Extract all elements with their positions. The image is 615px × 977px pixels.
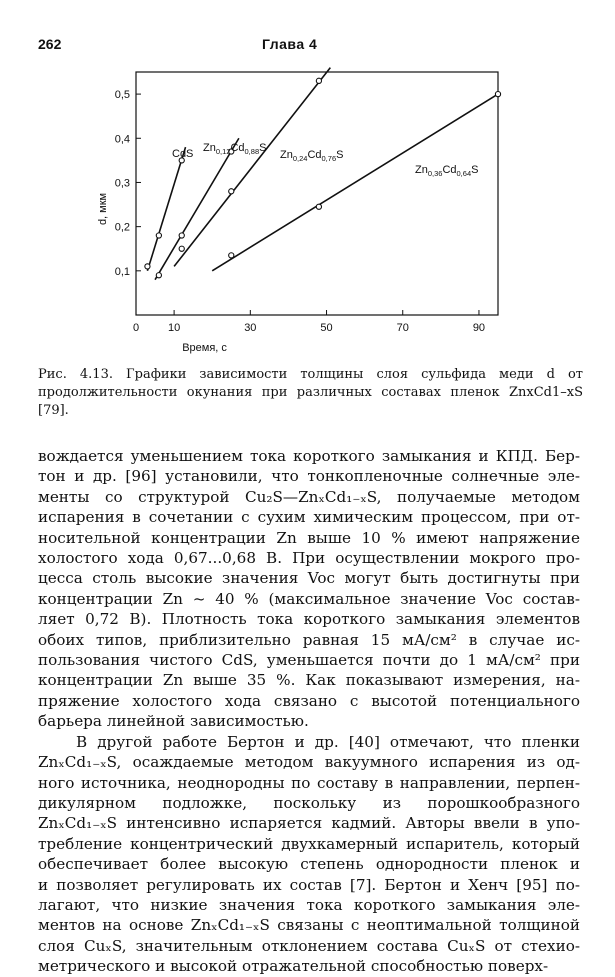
text-line: барьера линейной зависимостью. bbox=[38, 712, 309, 731]
y-axis-label: d, мкм bbox=[97, 192, 109, 226]
series-label: CdS bbox=[172, 148, 194, 160]
text-line: менты со структурой Cu₂S—ZnₓCd₁₋ₓS, получаемые методом bbox=[38, 487, 580, 506]
text-line: и позволяет регулировать их состав [7]. Бертон и Хенч [95] по- bbox=[38, 875, 580, 894]
data-point bbox=[179, 246, 184, 251]
text-line: концентрации Zn ~ 40 % (максимальное значение Voc состав- bbox=[38, 589, 580, 608]
text-line: обоих типов, приблизительно равная 15 мА/см² в случае ис- bbox=[38, 630, 580, 649]
text-line: лагают, что низкие значения тока короткого замыкания эле- bbox=[38, 895, 580, 914]
data-point bbox=[145, 264, 150, 269]
text-line: цесса столь высокие значения Voc могут быть достигнуты при bbox=[38, 569, 580, 588]
series-line bbox=[147, 147, 185, 271]
text-line: В другой работе Бертон и др. [40] отмечают, что пленки bbox=[76, 732, 580, 751]
text-line: испарения в сочетании с сухим химическим процессом, при от- bbox=[38, 508, 580, 527]
data-point bbox=[495, 91, 500, 96]
text-line: вождается уменьшением тока короткого замыкания и КПД. Бер- bbox=[38, 447, 580, 465]
page-number: 262 bbox=[38, 36, 62, 52]
x-tick-label: 50 bbox=[320, 322, 333, 334]
y-tick-label: 0,1 bbox=[114, 265, 130, 278]
text-line: метрического и высокой отражательной способностью поверх- bbox=[38, 957, 549, 976]
series-label: $Zn_{0,36}Cd_{0,64}S$ bbox=[415, 164, 479, 178]
text-line: дикулярном подложке, поскольку из порошкообразного bbox=[38, 793, 580, 812]
page-header bbox=[0, 36, 615, 56]
text-line: холостого хода 0,67...0,68 В. При осуществлении мокрого про- bbox=[38, 549, 580, 568]
x-tick-label: 70 bbox=[396, 322, 409, 334]
series-line bbox=[212, 94, 498, 271]
series-line bbox=[174, 68, 330, 267]
data-point bbox=[316, 78, 321, 83]
x-tick-label: 0 bbox=[132, 322, 140, 334]
data-point bbox=[179, 233, 184, 238]
x-tick-label: 10 bbox=[167, 322, 181, 334]
text-line: концентрации Zn выше 35 %. Как показывают измерения, на- bbox=[38, 671, 580, 690]
paragraph-2 bbox=[38, 732, 580, 977]
series-label: $Zn_{0,24}Cd_{0,76}S$ bbox=[280, 149, 344, 163]
chart-axes bbox=[97, 72, 498, 354]
text-line: обеспечивает более высокую степень однородности пленок и bbox=[38, 855, 580, 874]
body-text bbox=[38, 446, 580, 977]
data-point bbox=[229, 189, 234, 194]
plot-frame bbox=[136, 72, 498, 315]
text-line: требление концентрический двухкамерный испаритель, который bbox=[38, 834, 580, 853]
x-tick-label: 30 bbox=[244, 322, 257, 334]
series-label: $Zn_{0,12}Cd_{0,88}S$ bbox=[203, 142, 267, 156]
text-line: слоя CuₓS, значительным отклонением состава CuₓS от стехио- bbox=[38, 936, 580, 955]
data-point bbox=[229, 253, 234, 258]
text-line: ментов на основе ZnₓCd₁₋ₓS связаны с неоптимальной толщиной bbox=[38, 916, 580, 935]
thickness-vs-time-chart bbox=[0, 60, 615, 370]
text-line: ZnₓCd₁₋ₓS, осаждаемые методом вакуумного испарения из од- bbox=[38, 753, 580, 772]
data-point bbox=[316, 204, 321, 209]
x-axis-label: Время, с bbox=[182, 342, 227, 354]
y-tick-label: 0,5 bbox=[114, 89, 130, 102]
y-tick-label: 0,2 bbox=[114, 221, 130, 234]
text-line: носительной концентрации Zn выше 10 % имеют напряжение bbox=[38, 528, 580, 547]
y-tick-label: 0,4 bbox=[114, 133, 130, 146]
text-line: ного источника, неоднородны по составу в направлении, перпен- bbox=[38, 773, 580, 792]
series-line bbox=[155, 138, 239, 279]
figure-caption: Рис. 4.13. Графики зависимости толщины слоя сульфида меди d от продолжительности окунания при различных составах пленок ZnxCd1–xS [79]. bbox=[38, 367, 583, 418]
text-line: ляет 0,72 В). Плотность тока короткого замыкания элементов bbox=[38, 610, 580, 629]
y-tick-label: 0,3 bbox=[114, 177, 130, 190]
text-line: ZnₓCd₁₋ₓS интенсивно испаряется кадмий. Авторы ввели в упо- bbox=[38, 814, 580, 833]
text-line: пользования чистого CdS, уменьшается почти до 1 мА/см² при bbox=[38, 651, 580, 670]
data-point bbox=[156, 273, 161, 278]
text-line: тон и др. [96] установили, что тонкопленочные солнечные эле- bbox=[38, 467, 580, 486]
text-line: пряжение холостого хода связано с высотой потенциального bbox=[38, 691, 580, 710]
data-point bbox=[156, 233, 161, 238]
chapter-title: Глава 4 bbox=[262, 36, 318, 52]
paragraph-1 bbox=[38, 446, 580, 732]
x-tick-label: 90 bbox=[472, 322, 486, 334]
